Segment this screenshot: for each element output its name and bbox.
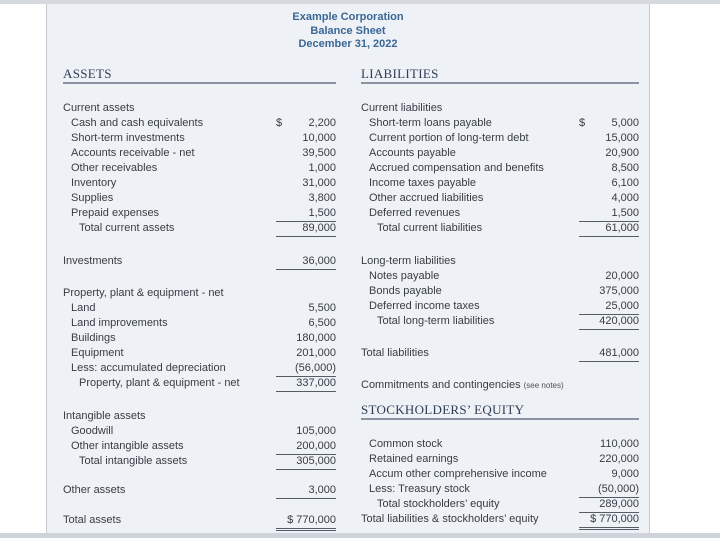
row-investments xyxy=(63,255,336,270)
line-item-label: Commitments and contingencies (see notes) xyxy=(361,379,564,391)
line-item-amount xyxy=(276,207,336,222)
row-total-stockholders-equity xyxy=(361,498,639,513)
amount-value: 770,000 xyxy=(296,514,336,526)
section-title-assets: ASSETS xyxy=(63,66,336,84)
line-item-amount xyxy=(276,347,336,360)
amount-value: 770,000 xyxy=(599,513,639,525)
amount-value: 337,000 xyxy=(296,377,336,389)
line-item-amount xyxy=(579,192,639,205)
line-item-label: Equipment xyxy=(71,347,124,359)
amount-value: 4,000 xyxy=(611,192,639,204)
line-item-amount xyxy=(579,207,639,222)
amount-value: 2,200 xyxy=(308,117,336,129)
line-item-amount xyxy=(579,222,639,237)
row-total-current-liabilities xyxy=(361,222,639,237)
line-item-label: Supplies xyxy=(71,192,114,204)
line-item-label: Other intangible assets xyxy=(71,440,184,452)
amount-value: 15,000 xyxy=(605,132,639,144)
amount-value: 1,500 xyxy=(308,207,336,219)
line-item-label: Investments xyxy=(63,255,123,267)
line-item-label: Accrued compensation and benefits xyxy=(369,162,544,174)
row-land xyxy=(63,302,336,317)
statement-date: December 31, 2022 xyxy=(298,38,398,50)
row-accum-other-comprehensive-income xyxy=(361,468,639,483)
line-item-label: Cash and cash equivalents xyxy=(71,117,204,129)
row-total-current-assets xyxy=(63,222,336,237)
row-other-assets xyxy=(63,484,336,499)
line-item-amount xyxy=(579,177,639,190)
line-item-amount xyxy=(276,132,336,145)
line-item-label: Property, plant & equipment - net xyxy=(63,287,224,299)
amount-value: 420,000 xyxy=(599,315,639,327)
line-item-note: (see notes) xyxy=(523,381,564,390)
amount-value: 6,100 xyxy=(611,177,639,189)
row-cash-and-cash-equivalents xyxy=(63,117,336,132)
row-current-assets xyxy=(63,102,336,117)
line-item-label: Short-term investments xyxy=(71,132,185,144)
line-item-label: Total current assets xyxy=(79,222,175,234)
line-item-label: Other accrued liabilities xyxy=(369,192,484,204)
row-current-portion-of-long-term-debt xyxy=(361,132,639,147)
line-item-amount xyxy=(579,162,639,175)
line-item-label: Total liabilities xyxy=(361,347,429,359)
amount-value: 20,000 xyxy=(605,270,639,282)
line-item-label: Notes payable xyxy=(369,270,440,282)
section-title-stockholders-equity: STOCKHOLDERS’ EQUITY xyxy=(361,402,639,420)
row-deferred-income-taxes xyxy=(361,300,639,315)
amount-value: 110,000 xyxy=(600,438,639,450)
line-item-amount xyxy=(276,425,336,438)
line-item-amount xyxy=(276,302,336,315)
row-income-taxes-payable xyxy=(361,177,639,192)
row-accrued-compensation-and-benefits xyxy=(361,162,639,177)
row-property-plant-equipment-net xyxy=(63,377,336,392)
line-item-amount xyxy=(579,453,639,466)
row-other-receivables xyxy=(63,162,336,177)
amount-value: 20,900 xyxy=(605,147,639,159)
line-item-amount xyxy=(276,362,336,377)
amount-value: 31,000 xyxy=(302,177,336,189)
line-item-amount xyxy=(579,117,639,130)
row-other-intangible-assets xyxy=(63,440,336,455)
line-item-amount xyxy=(579,347,639,362)
row-goodwill xyxy=(63,425,336,440)
row-notes-payable xyxy=(361,270,639,285)
row-total-long-term-liabilities xyxy=(361,315,639,330)
row-property-plant-equipment-net xyxy=(63,287,336,302)
line-item-amount xyxy=(579,513,639,530)
line-item-label: Goodwill xyxy=(71,425,114,437)
row-total-intangible-assets xyxy=(63,455,336,470)
line-item-amount xyxy=(276,222,336,237)
amount-value: 5,500 xyxy=(308,302,336,314)
dollar-sign: $ xyxy=(287,514,294,526)
line-item-amount xyxy=(276,117,336,130)
line-item-label: Deferred revenues xyxy=(369,207,461,219)
balance-sheet-page xyxy=(46,4,650,533)
assets-column xyxy=(63,4,336,533)
company-name: Example Corporation xyxy=(292,11,404,23)
line-item-amount xyxy=(276,455,336,470)
line-item-amount xyxy=(579,300,639,315)
line-item-amount xyxy=(276,514,336,531)
amount-value: 61,000 xyxy=(605,222,639,234)
line-item-label: Prepaid expenses xyxy=(71,207,160,219)
line-item-label: Accounts receivable - net xyxy=(71,147,195,159)
line-item-amount xyxy=(276,147,336,160)
row-deferred-revenues xyxy=(361,207,639,222)
line-item-label: Total assets xyxy=(63,514,122,526)
line-item-label: Total liabilities & stockholders’ equity xyxy=(361,513,539,525)
line-item-label: Current liabilities xyxy=(361,102,443,114)
line-item-label: Buildings xyxy=(71,332,116,344)
line-item-label: Total intangible assets xyxy=(79,455,188,467)
row-short-term-investments xyxy=(63,132,336,147)
row-accounts-payable xyxy=(361,147,639,162)
line-item-label: Less: Treasury stock xyxy=(369,483,470,495)
row-land-improvements xyxy=(63,317,336,332)
amount-value: 36,000 xyxy=(302,255,336,267)
line-item-label: Total current liabilities xyxy=(377,222,483,234)
line-item-label: Retained earnings xyxy=(369,453,459,465)
line-item-amount xyxy=(579,498,639,513)
amount-value: 200,000 xyxy=(296,440,336,452)
bottom-edge-band xyxy=(0,533,720,538)
amount-value: 6,500 xyxy=(308,317,336,329)
dollar-sign: $ xyxy=(590,513,597,525)
row-supplies xyxy=(63,192,336,207)
amount-value: 9,000 xyxy=(611,468,639,480)
amount-value: 105,000 xyxy=(296,425,336,437)
line-item-amount xyxy=(276,162,336,175)
line-item-amount xyxy=(276,377,336,392)
line-item-amount xyxy=(276,332,336,345)
statement-title: Balance Sheet xyxy=(310,24,386,37)
amount-value: 481,000 xyxy=(599,347,639,359)
amount-value: 3,800 xyxy=(308,192,336,204)
amount-value: 3,000 xyxy=(308,484,336,496)
line-item-label: Intangible assets xyxy=(63,410,146,422)
row-bonds-payable xyxy=(361,285,639,300)
row-commitments-and-contingencies xyxy=(361,379,639,394)
amount-value: (50,000) xyxy=(598,483,639,495)
line-item-label: Common stock xyxy=(369,438,443,450)
amount-value: 375,000 xyxy=(599,285,639,297)
amount-value: 5,000 xyxy=(611,117,639,129)
section-title-liabilities: LIABILITIES xyxy=(361,66,639,84)
line-item-label: Other assets xyxy=(63,484,126,496)
line-item-amount xyxy=(579,147,639,160)
row-short-term-loans-payable xyxy=(361,117,639,132)
row-less-treasury-stock xyxy=(361,483,639,498)
line-item-label: Current assets xyxy=(63,102,135,114)
line-item-amount xyxy=(579,483,639,498)
line-item-label: Short-term loans payable xyxy=(369,117,492,129)
line-item-amount xyxy=(276,177,336,190)
line-item-amount xyxy=(579,315,639,330)
row-other-accrued-liabilities xyxy=(361,192,639,207)
amount-value: 10,000 xyxy=(302,132,336,144)
line-item-label: Income taxes payable xyxy=(369,177,477,189)
amount-value: 201,000 xyxy=(296,347,336,359)
row-equipment xyxy=(63,347,336,362)
line-item-label: Long-term liabilities xyxy=(361,255,456,267)
amount-value: 289,000 xyxy=(599,498,639,510)
line-item-amount xyxy=(579,270,639,283)
row-long-term-liabilities xyxy=(361,255,639,270)
line-item-amount xyxy=(276,317,336,330)
line-item-amount xyxy=(276,484,336,499)
row-retained-earnings xyxy=(361,453,639,468)
row-less-accumulated-depreciation xyxy=(63,362,336,377)
line-item-amount xyxy=(579,468,639,481)
amount-value: 25,000 xyxy=(605,300,639,312)
line-item-amount xyxy=(579,132,639,145)
row-total-liabilities xyxy=(361,347,639,362)
amount-value: 220,000 xyxy=(599,453,639,465)
liabilities-equity-column xyxy=(361,4,639,533)
amount-value: 1,000 xyxy=(308,162,336,174)
amount-value: 39,500 xyxy=(302,147,336,159)
line-item-label: Accum other comprehensive income xyxy=(369,468,547,480)
dollar-sign: $ xyxy=(579,117,586,129)
line-item-label: Bonds payable xyxy=(369,285,442,297)
line-item-label: Deferred income taxes xyxy=(369,300,480,312)
row-buildings xyxy=(63,332,336,347)
line-item-amount xyxy=(579,438,639,451)
line-item-label: Land improvements xyxy=(71,317,168,329)
row-inventory xyxy=(63,177,336,192)
row-total-liabilities-stockholders-equity xyxy=(361,513,639,528)
line-item-label: Total long-term liabilities xyxy=(377,315,495,327)
row-common-stock xyxy=(361,438,639,453)
amount-value: 305,000 xyxy=(296,455,336,467)
line-item-amount xyxy=(276,255,336,270)
dollar-sign: $ xyxy=(276,117,283,129)
line-item-label: Less: accumulated depreciation xyxy=(71,362,226,374)
line-item-label: Land xyxy=(71,302,96,314)
line-item-label: Current portion of long-term debt xyxy=(369,132,529,144)
line-item-amount xyxy=(276,192,336,205)
row-prepaid-expenses xyxy=(63,207,336,222)
amount-value: 180,000 xyxy=(296,332,336,344)
row-accounts-receivable-net xyxy=(63,147,336,162)
line-item-amount xyxy=(276,440,336,455)
row-intangible-assets xyxy=(63,410,336,425)
line-item-label: Total stockholders’ equity xyxy=(377,498,500,510)
amount-value: 8,500 xyxy=(611,162,639,174)
amount-value: 1,500 xyxy=(611,207,639,219)
row-total-assets xyxy=(63,514,336,529)
row-current-liabilities xyxy=(361,102,639,117)
line-item-amount xyxy=(579,285,639,298)
line-item-label: Inventory xyxy=(71,177,117,189)
amount-value: 89,000 xyxy=(302,222,336,234)
line-item-label: Accounts payable xyxy=(369,147,456,159)
line-item-label: Property, plant & equipment - net xyxy=(79,377,240,389)
amount-value: (56,000) xyxy=(295,362,336,374)
line-item-label: Other receivables xyxy=(71,162,158,174)
